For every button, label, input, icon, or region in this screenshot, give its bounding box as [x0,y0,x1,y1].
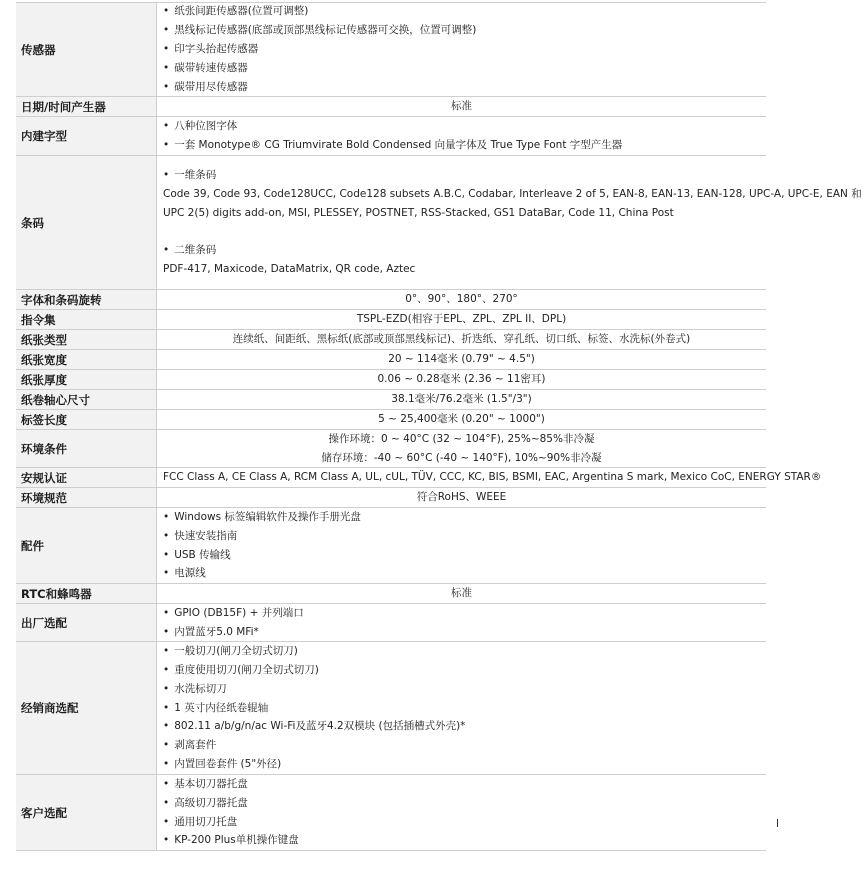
bullet-item: • 水洗标切刀 [163,680,760,699]
spec-label: 客户选配 [16,775,156,850]
spec-row [16,468,822,488]
spec-value [156,390,766,409]
bullet-item: • 碳带转速传感器 [163,59,760,78]
spec-label: 指令集 [16,310,156,329]
value-text: 20 ~ 114毫米 (0.79" ~ 4.5") [388,353,535,366]
bullet-item: • 碳带用尽传感器 [163,78,760,97]
bullet-item: • KP-200 Plus单机操作键盘 [163,831,760,850]
spec-row [16,310,766,330]
value-text: 38.1毫米/76.2毫米 (1.5"/3") [391,393,532,406]
bullet-item: • 高级切刀器托盘 [163,794,760,813]
bullet-item: • 1 英寸内径纸卷辊轴 [163,699,760,718]
value-text: 标准 [451,100,472,113]
value-text: 0°、90°、180°、270° [405,293,518,306]
spec-value [156,310,766,329]
spec-value [156,3,766,96]
bullet-item: • 基本切刀器托盘 [163,775,760,794]
spec-row [16,508,766,584]
spec-row [16,156,862,290]
spec-value [156,468,827,487]
spec-value [156,604,766,641]
bullet-item: • 一般切刀(闸刀全切式切刀) [163,642,760,661]
spec-value [156,508,766,583]
spec-value [156,775,766,850]
value-text: 标准 [451,587,472,600]
spec-value [156,330,766,349]
value-text: 5 ~ 25,400毫米 (0.20" ~ 1000") [378,413,545,426]
bullet-item: • 802.11 a/b/g/n/ac Wi-Fi及蓝牙4.2双模块 (包括插槽式外壳)* [163,717,760,736]
value-text: 符合RoHS、WEEE [416,491,507,504]
bullet-item: • 黑线标记传感器(底部或顶部黑线标记传感器可交换，位置可调整) [163,21,760,40]
spec-label: 环境规范 [16,488,156,507]
bullet-item: • 重度使用切刀(闸刀全切式切刀) [163,661,760,680]
spec-value [156,430,766,467]
bullet-item: • 八种位图字体 [163,117,760,136]
spec-value [156,97,766,116]
spec-row [16,97,766,117]
spec-value [156,488,766,507]
spec-row [16,370,766,390]
spec-label: 安规认证 [16,468,156,487]
spec-label: 传感器 [16,3,156,96]
spec-row [16,430,766,468]
spec-label: 配件 [16,508,156,583]
spec-label: 日期/时间产生器 [16,97,156,116]
spec-label: 纸张厚度 [16,370,156,389]
spec-table [16,2,862,851]
spec-value [156,410,766,429]
bullet-item: • 一维条码 [163,166,862,185]
spec-row [16,290,766,310]
spec-row [16,2,766,97]
spec-label: 纸张宽度 [16,350,156,369]
value-text [163,223,862,242]
spec-row [16,642,766,775]
spec-row [16,390,766,410]
bullet-item: • 快速安装指南 [163,527,760,546]
spec-value [156,290,766,309]
bullet-item: • 通用切刀托盘 [163,813,760,832]
bullet-item: • GPIO (DB15F) + 并列端口 [163,604,760,623]
bullet-item: • 电源线 [163,564,760,583]
spec-label: 内建字型 [16,117,156,155]
value-text: PDF-417, Maxicode, DataMatrix, QR code, Aztec [163,263,416,276]
spec-label: 条码 [16,156,156,289]
bullet-item: • 印字头抬起传感器 [163,40,760,59]
bullet-item: • 剥离套件 [163,736,760,755]
bullet-item: • Windows 标签编辑软件及操作手册光盘 [163,508,760,527]
spec-label: 纸卷轴心尺寸 [16,390,156,409]
bullet-item: • 纸张间距传感器(位置可调整) [163,2,760,21]
bullet-item: • USB 传输线 [163,546,760,565]
spec-label: 字体和条码旋转 [16,290,156,309]
value-text: FCC Class A, CE Class A, RCM Class A, UL, cUL, TÜV, CCC, KC, BIS, BSMI, EAC, Argentina S mark, Mexico CoC, ENERGY STAR® [163,471,822,484]
bullet-item: • 二维条码 [163,241,862,260]
spec-row [16,488,766,508]
spec-value [156,117,766,155]
value-text: 操作环境：0 ~ 40°C (32 ~ 104°F), 25%~85%非冷凝 [328,432,595,445]
spec-row [16,117,766,156]
spec-label: 经销商选配 [16,642,156,774]
value-text: Code 39, Code 93, Code128UCC, Code128 subsets A.B.C, Codabar, Interleave 2 of 5, EAN-8, EAN-13, EAN-128, UPC-A, UPC-E, EAN 和 [163,187,862,200]
spec-value [156,156,868,289]
spec-label: 标签长度 [16,410,156,429]
spec-row [16,604,766,642]
spec-row [16,350,766,370]
bullet-item: • 内置回卷套件 (5"外径) [163,755,760,774]
bullet-item: • 一套 Monotype® CG Triumvirate Bold Condensed 向量字体及 True Type Font 字型产生器 [163,136,760,155]
value-text: 0.06 ~ 0.28毫米 (2.36 ~ 11密耳) [377,373,546,386]
spec-row [16,584,766,604]
value-text: TSPL-EZD(相容于EPL、ZPL、ZPL II、DPL) [356,313,567,326]
spec-value [156,642,766,774]
spec-value [156,350,766,369]
spec-value [156,584,766,603]
bullet-item: • 内置蓝牙5.0 MFi* [163,623,760,642]
spec-row [16,330,766,350]
spec-row [16,775,766,851]
value-text: 储存环境：-40 ~ 60°C (-40 ~ 140°F), 10%~90%非冷凝 [321,451,602,464]
value-text: 连续纸、间距纸、黑标纸(底部或顶部黑线标记)、折迭纸、穿孔纸、切口纸、标签、水洗标(外卷式) [232,333,691,346]
value-text: UPC 2(5) digits add-on, MSI, PLESSEY, POSTNET, RSS-Stacked, GS1 DataBar, Code 11, China Post [163,206,674,219]
spec-label: 纸张类型 [16,330,156,349]
spec-label: 出厂选配 [16,604,156,641]
spec-row [16,410,766,430]
spec-label: RTC和蜂鸣器 [16,584,156,603]
edge-mark [777,819,778,827]
spec-value [156,370,766,389]
spec-label: 环境条件 [16,430,156,467]
